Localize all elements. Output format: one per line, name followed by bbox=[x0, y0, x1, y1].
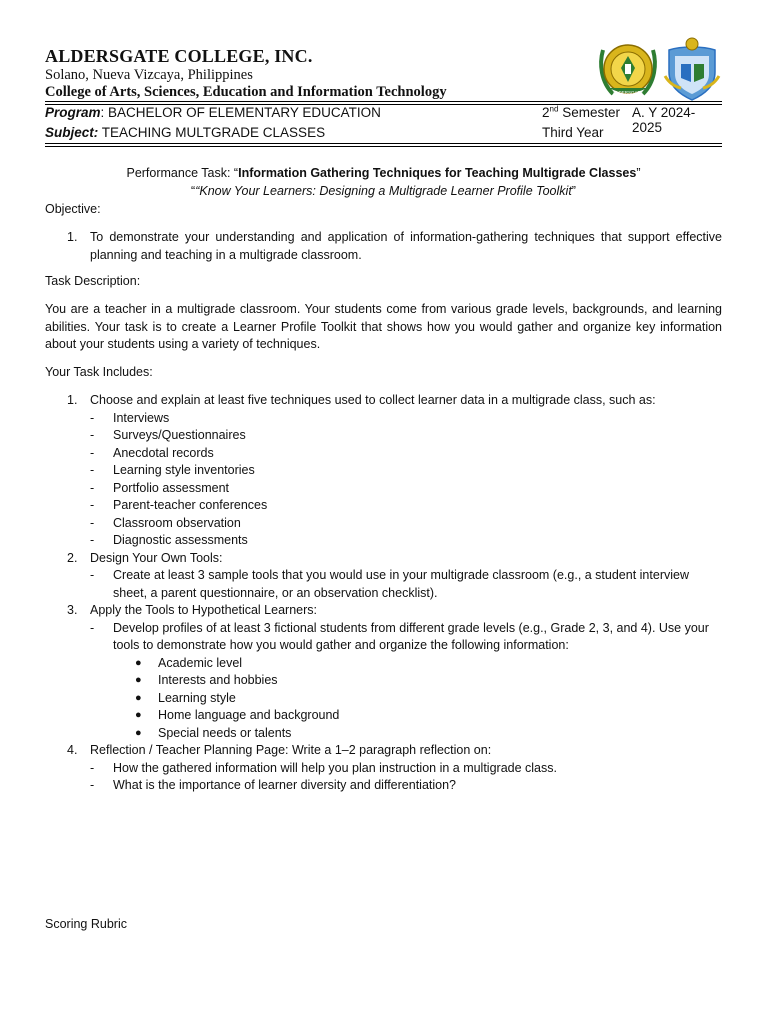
program-value: BACHELOR OF ELEMENTARY EDUCATION bbox=[108, 105, 381, 120]
college-address: Solano, Nueva Vizcaya, Philippines bbox=[45, 67, 253, 83]
semester-cell: 2nd Semester bbox=[542, 104, 620, 120]
college-name: ALDERSGATE COLLEGE, INC. bbox=[45, 46, 313, 66]
technique-item: - Learning style inventories bbox=[90, 463, 255, 477]
year-level: Third Year bbox=[542, 125, 604, 140]
info-point: ● Interests and hobbies bbox=[135, 673, 278, 687]
department-name: College of Arts, Sciences, Education and Information Technology bbox=[45, 84, 447, 100]
technique-item: - Surveys/Questionnaires bbox=[90, 428, 246, 442]
subject-label: Subject: bbox=[45, 125, 99, 140]
info-point: ● Home language and background bbox=[135, 708, 340, 722]
task-title: Performance Task: “Information Gathering Techniques for Teaching Multigrade Classes” bbox=[126, 166, 641, 180]
tools-sub-item: - Create at least 3 sample tools that you would use in your multigrade classroom (e.g., a student interview sheet, a parent questionnaire, or an observation checklist). bbox=[90, 568, 689, 600]
subject-value: TEACHING MULTGRADE CLASSES bbox=[101, 125, 326, 140]
task-subtitle: ““Know Your Learners: Designing a Multigrade Learner Profile Toolkit” bbox=[191, 184, 576, 198]
program-label: Program bbox=[45, 105, 101, 120]
info-point: ● Special needs or talents bbox=[135, 725, 292, 740]
objective-label: Objective: bbox=[45, 202, 101, 216]
task-item-4: 4. Reflection / Teacher Planning Page: Write a 1–2 paragraph reflection on: bbox=[67, 743, 492, 757]
reflection-sub-item: - What is the importance of learner diversity and differentiation? bbox=[90, 778, 457, 792]
technique-item: - Portfolio assessment bbox=[90, 480, 230, 495]
technique-item: - Classroom observation bbox=[90, 515, 241, 530]
scoring-rubric-label: Scoring Rubric bbox=[45, 917, 127, 931]
technique-item: - Diagnostic assessments bbox=[90, 533, 248, 547]
task-item-3: 3. Apply the Tools to Hypothetical Learners: bbox=[67, 603, 317, 617]
college-seal-logo bbox=[597, 36, 659, 102]
program-cell: Program: BACHELOR OF ELEMENTARY EDUCATION bbox=[45, 105, 381, 120]
document-page bbox=[45, 0, 722, 1024]
task-includes-label: Your Task Includes: bbox=[45, 365, 153, 379]
task-description-label: Task Description: bbox=[45, 274, 141, 288]
reflection-sub-item: - How the gathered information will help you plan instruction in a multigrade class. bbox=[90, 760, 557, 775]
technique-item: - Anecdotal records bbox=[90, 445, 214, 460]
task-item-2: 2. Design Your Own Tools: bbox=[67, 550, 223, 565]
task-description-text: You are a teacher in a multigrade classroom. Your students come from various grade levels, backgrounds, and learning abilities. Your task is to create a Learner Profile Toolkit that shows how you would gather and organize key information about your students using a variety of techniques. bbox=[45, 302, 722, 351]
learners-sub-item: - Develop profiles of at least 3 fictional students from different grade levels (e.g., Grade 2, 3, and 4). Use your tools to demonstrate how you would gather and organize the following information: bbox=[90, 620, 709, 652]
header-divider-bottom bbox=[45, 143, 722, 147]
info-point: ● Learning style bbox=[135, 690, 236, 705]
department-shield-logo bbox=[661, 36, 723, 102]
task-item-1: 1. Choose and explain at least five techniques used to collect learner data in a multigrade class, such as: bbox=[67, 393, 656, 407]
technique-item: - Interviews bbox=[90, 410, 170, 425]
technique-item: - Parent-teacher conferences bbox=[90, 498, 268, 512]
info-point: ● Academic level bbox=[135, 655, 243, 670]
subject-cell bbox=[45, 125, 325, 140]
academic-year: A. Y 2024-2025 bbox=[632, 105, 696, 135]
header-logos bbox=[597, 36, 722, 106]
objective-item: 1. To demonstrate your understanding and application of information-gathering techniques that support effective planning and teaching in a multigrade classroom. bbox=[67, 230, 722, 262]
seal-lettering: ALDERSGATE bbox=[613, 90, 643, 95]
